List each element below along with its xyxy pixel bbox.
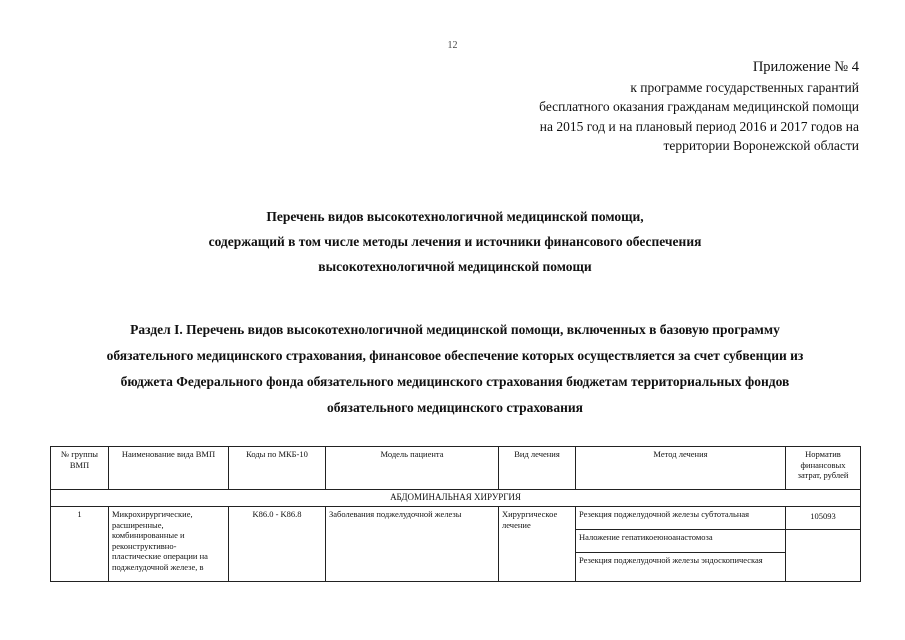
header-norm: Норматив финансовых затрат, рублей [786,447,861,490]
cell-model: Заболевания поджелудочной железы [326,507,499,582]
appendix-line: территории Воронежской области [663,138,859,153]
section-heading [50,317,860,421]
page-number: 12 [447,40,458,51]
section-line: обязательного медицинского страхования [327,400,583,415]
method-item: Наложение гепатикоеюноанастомоза [576,530,785,553]
table-header-row [51,447,861,490]
appendix-block [539,58,859,156]
cell-group: 1 [51,507,109,582]
header-group: № группы ВМП [51,447,109,490]
section-line: бюджета Федерального фонда обязательного медицинского страхования бюджетам территориальных фондов [120,374,790,389]
header-method: Метод лечения [576,447,786,490]
cell-codes: K86.0 - K86.8 [229,507,326,582]
document-title [60,204,850,279]
appendix-line: на 2015 год и на плановый период 2016 и 2017 годов на [539,118,859,134]
appendix-line: к программе государственных гарантий [630,79,859,95]
cell-type: Хирургическое лечение [499,507,576,582]
cell-name: Микрохирургические, расширенные, комбинированные и реконструктивно-пластические операции на поджелудочной железе, в [109,507,229,582]
table-row [51,507,861,582]
method-item: Резекция поджелудочной железы эндоскопическая [579,555,763,565]
cell-norm [786,507,861,582]
header-name: Наименование вида ВМП [109,447,229,490]
title-line: Перечень видов высокотехнологичной медицинской помощи, [266,209,644,224]
section-line: Раздел I. Перечень видов высокотехнологичной медицинской помощи, включенных в базовую программу [130,322,780,337]
header-model: Модель пациента [326,447,499,490]
header-codes: Коды по МКБ-10 [229,447,326,490]
table-section-row [51,490,861,507]
header-type: Вид лечения [499,447,576,490]
appendix-line: бесплатного оказания гражданам медицинской помощи [539,99,859,114]
section-row-label: АБДОМИНАЛЬНАЯ ХИРУРГИЯ [51,490,861,507]
norm-value: 105093 [786,507,860,530]
vmp-table [50,446,861,582]
section-line: обязательного медицинского страхования, финансовое обеспечение которых осуществляется за счет субвенции из [106,348,804,363]
title-line: содержащий в том числе методы лечения и источники финансового обеспечения [208,234,702,249]
title-line: высокотехнологичной медицинской помощи [318,259,592,274]
method-item: Резекция поджелудочной железы субтотальная [576,507,785,530]
cell-methods [576,507,786,582]
appendix-line: Приложение № 4 [752,59,859,75]
